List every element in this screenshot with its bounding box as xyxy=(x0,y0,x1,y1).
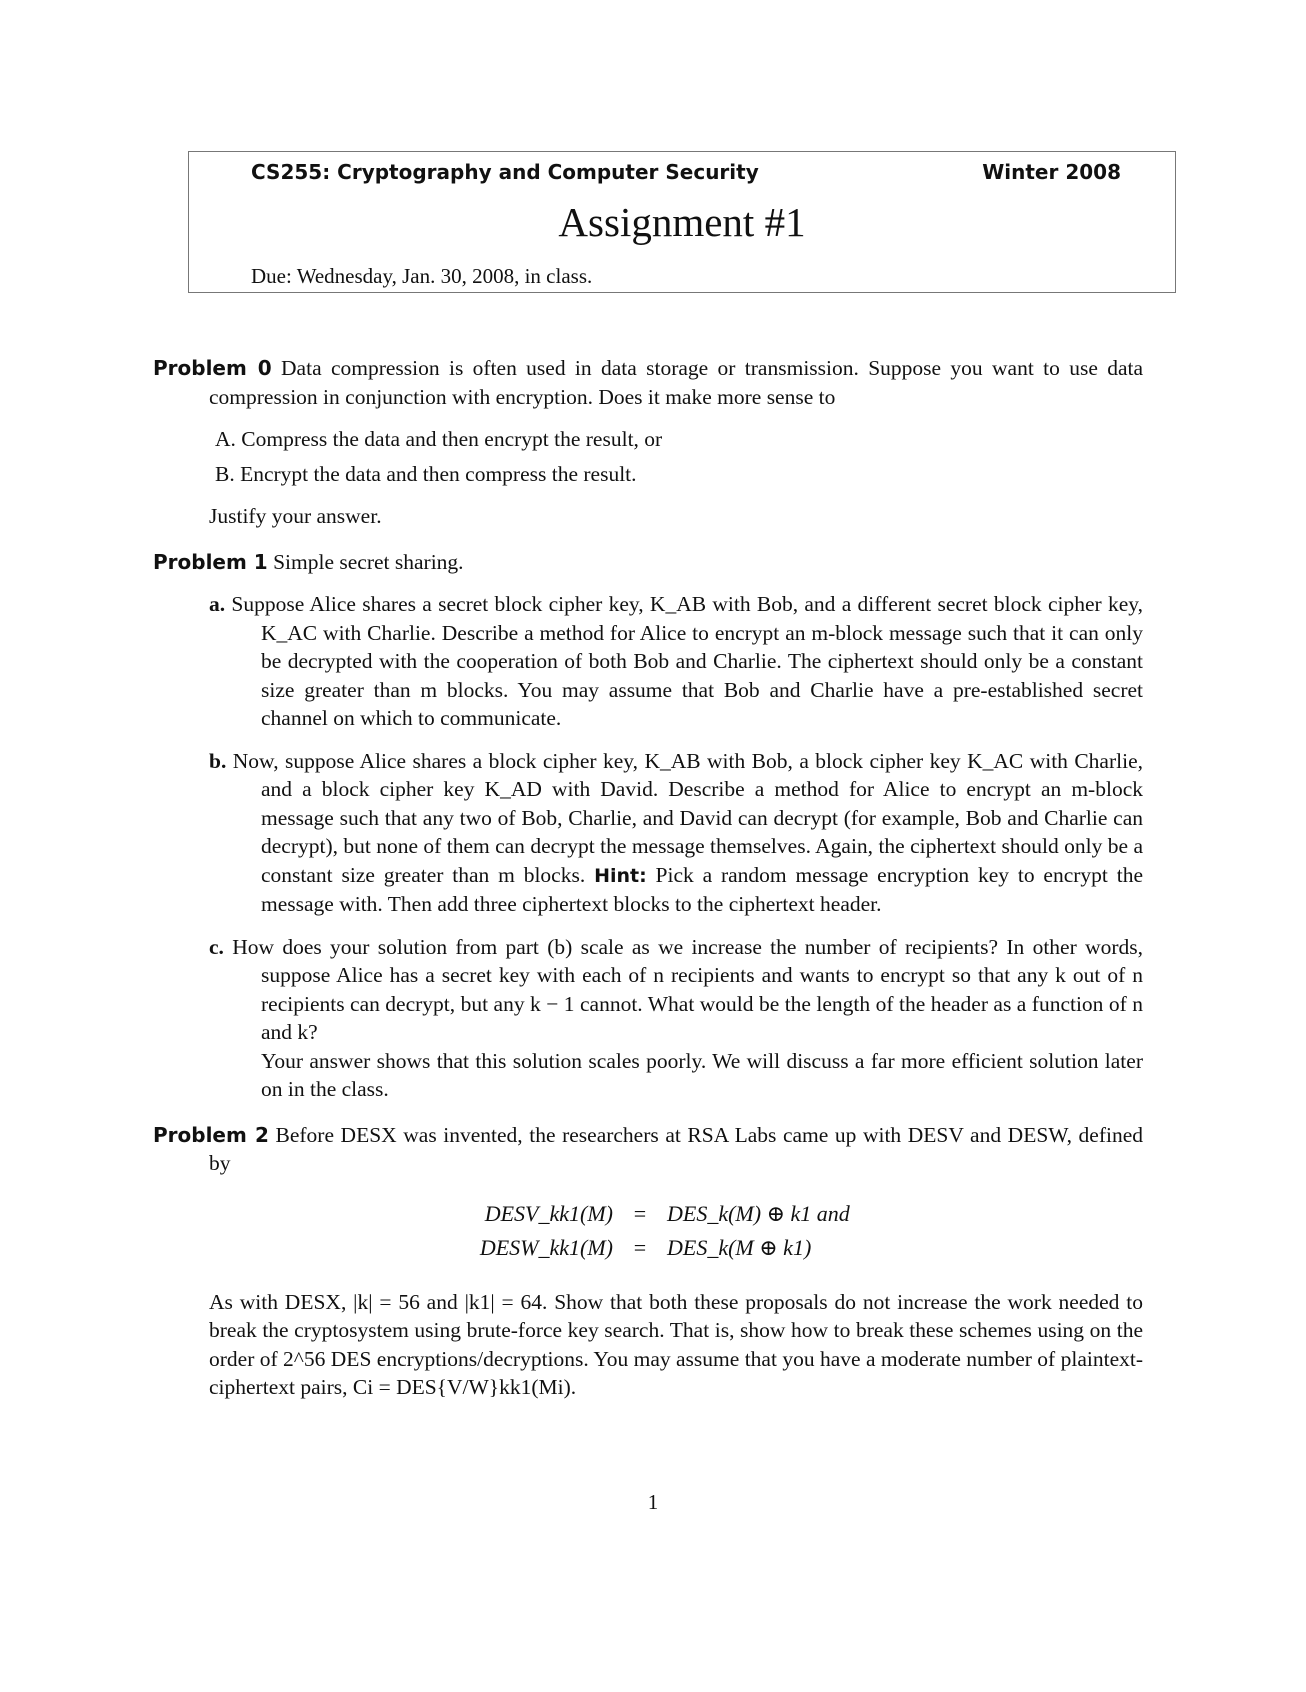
problem-2-statement xyxy=(153,1121,1143,1178)
equation-desw-rhs: DES_k(M ⊕ k1) xyxy=(667,1234,812,1260)
part-a-text: Suppose Alice shares a secret block cipher key, K_AB with Bob, and a different secret block cipher key, K_AC with Charlie. Describe a method for Alice to encrypt an m-block message such that it can only be decrypted with the cooperation of both Bob and Charlie. The ciphertext should only be a constant size greater than m blocks. You may assume that Bob and Charlie have a pre-established secret channel on which to communicate. xyxy=(231,592,1143,730)
problem-0-text: Data compression is often used in data storage or transmission. Suppose you want to use data compression in conjunction with encryption. Does it make more sense to xyxy=(209,356,1144,409)
hint-text: Pick a random message encryption key to encrypt the message with. Then add three ciphertext blocks to the ciphertext header. xyxy=(261,862,1143,916)
equation-desv-lhs: DESV_kk1(M) xyxy=(484,1200,613,1226)
problem-1 xyxy=(153,548,1143,1104)
part-b xyxy=(209,747,1143,919)
problem-1-statement xyxy=(153,548,1143,577)
part-c-label: c. xyxy=(209,934,224,959)
due-date: Due: Wednesday, Jan. 30, 2008, in class. xyxy=(251,264,593,288)
problem-2-label: Problem 2 xyxy=(153,1122,269,1147)
equation-desw-equals: = xyxy=(633,1234,647,1260)
part-a-label: a. xyxy=(209,592,226,616)
header-box xyxy=(188,151,1176,293)
problem-2-closing: As with DESX, |k| = 56 and |k1| = 64. Show that both these proposals do not increase the work needed to break the cryptosystem using brute-force key search. That is, show how to break these schemes using on the order of 2^56 DES encryptions/decryptions. You may assume that you have a moderate number of plaintext-ciphertext pairs, Ci = DES{V/W}kk1(Mi). xyxy=(209,1289,1143,1399)
problem-0-statement xyxy=(153,354,1143,411)
equations xyxy=(153,1200,1143,1268)
problem-1-intro: Simple secret sharing. xyxy=(273,549,464,574)
problem-0 xyxy=(153,354,1143,531)
choice-b: B. Encrypt the data and then compress the result. xyxy=(215,461,637,486)
equation-desv-equals: = xyxy=(633,1200,647,1226)
problem-2-text: Before DESX was invented, the researchers at RSA Labs came up with DESV and DESW, defined by xyxy=(209,1122,1144,1175)
problem-0-choices xyxy=(215,425,1143,488)
choice-a: A. Compress the data and then encrypt the result, or xyxy=(215,427,663,451)
equation-desv-rhs: DES_k(M) ⊕ k1 and xyxy=(667,1200,850,1226)
problem-2 xyxy=(153,1121,1143,1402)
part-a xyxy=(209,590,1143,733)
hint-label: Hint: xyxy=(594,864,647,887)
term: Winter 2008 xyxy=(982,160,1121,184)
course-title: CS255: Cryptography and Computer Security xyxy=(251,160,759,184)
problem-0-label: Problem 0 xyxy=(153,356,272,380)
part-c-followup: Your answer shows that this solution scales poorly. We will discuss a far more efficient solution later on in the class. xyxy=(261,1048,1143,1101)
part-b-text: Now, suppose Alice shares a block cipher key, K_AB with Bob, a block cipher key K_AC with Charlie, and a block cipher key K_AD with David. Describe a method for Alice to encrypt an m-block message such that any two of Bob, Charlie, and David can decrypt (for example, Bob and Charlie can decrypt), but none of them can decrypt the message themselves. Again, the ciphertext should only be a constant size greater than m blocks. xyxy=(232,748,1144,887)
assignment-title: Assignment #1 xyxy=(558,199,806,245)
equation-desw-lhs: DESW_kk1(M) xyxy=(479,1234,613,1260)
part-c-text: How does your solution from part (b) scale as we increase the number of recipients? In other words, suppose Alice has a secret key with each of n recipients and wants to encrypt so that any k out of n recipients can decrypt, but any k − 1 cannot. What would be the length of the header as a function of n and k? xyxy=(232,934,1143,1044)
equation-desv xyxy=(153,1200,1143,1234)
equation-desw xyxy=(153,1234,1143,1268)
problem-0-closing: Justify your answer. xyxy=(209,504,382,528)
problem-1-label: Problem 1 xyxy=(153,549,268,574)
part-b-label: b. xyxy=(209,748,227,773)
part-c xyxy=(209,933,1143,1047)
page-number: 1 xyxy=(647,1490,659,1514)
problems xyxy=(153,354,1143,1419)
